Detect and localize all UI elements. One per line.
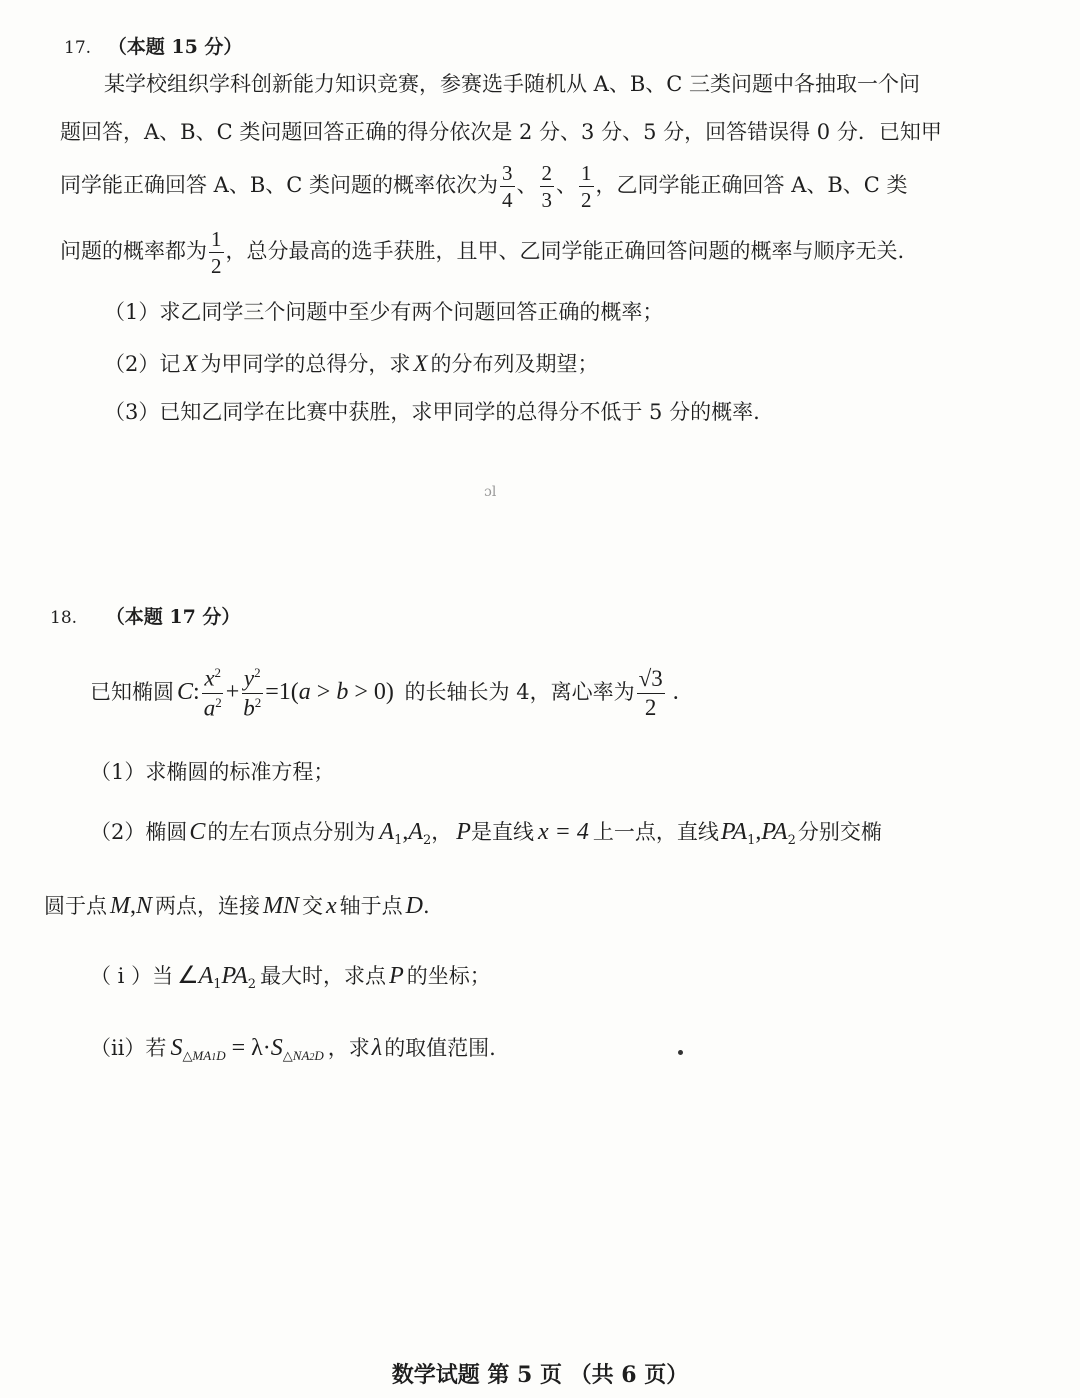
q18-part2-ii: （ii）若 $S_{\triangle MA1D} = \lambda\cdot S_{\triangle NA2D}$ ，求λ的取值范围. [90,1035,496,1064]
q17-part2: （2）记 X 为甲同学的总得分，求 X 的分布列及期望； [104,351,599,376]
q18-part2-i: （ i ）当 $\angle A_1PA_2$ 最大时，求点 P 的坐标； [90,963,491,993]
fraction-3-4: $\frac{3}{4}$ [502,161,513,213]
q18-part1: （1）求椭圆的标准方程； [90,760,335,784]
q17-line3: 同学能正确回答 A、B、C 类问题的概率依次为 $\frac{3}{4}$ 、 $\frac{2}{3}$ 、 $\frac{1}{2}$ ，乙同学能正确回答 A、B、C 类 [60,161,908,213]
q18-score: （本题 17 分） [105,606,241,628]
fraction-sqrt3-2: $\frac{√3}{2}$ [638,665,663,720]
q18-part2-line2: 圆于点 M,N 两点，连接 MN 交 x 轴于点 D. [44,893,430,919]
q18-number: 18. [50,608,78,628]
q17-line3-text: 同学能正确回答 A、B、C 类问题的概率依次为 [60,173,499,198]
q18-heading [50,606,240,627]
q17-line1: 某学校组织学科创新能力知识竞赛，参赛选手随机从 A、B、C 三类问题中各抽取一个问 [104,72,921,96]
fraction-1-2: $\frac{1}{2}$ [581,161,592,213]
ink-dot [678,1050,683,1055]
q18-part2-line1: （2）椭圆C的左右顶点分别为 $A_1,A_2$， P是直线 x = 4 上一点，直线$PA_1,PA_2$分别交椭 [90,819,882,849]
q17-line2: 题回答，A、B、C 类问题回答正确的得分依次是 2 分、3 分、5 分，回答错误得 0 分．已知甲 [60,120,942,144]
q17-line3-end: ，乙同学能正确回答 A、B、C 类 [595,173,908,198]
q17-number: 17. [64,38,92,58]
q18-line1: 已知椭圆 C: $\frac{x^2}{a^2}$ + $\frac{y^2}{b^2}$ =1(a > b > 0) 的长轴长为 4，离心率为 $\frac{√3}{2}$ . [90,665,679,721]
page-footer: 数学试题 第 5 页 （共 6 页） [391,1362,689,1388]
q17-score: （本题 15 分） [107,36,243,58]
stray-mark: ɔl [484,484,497,500]
fraction-half: $\frac{1}{2}$ [211,227,222,279]
fraction-x2-a2: $\frac{x^2}{a^2}$ [203,665,222,721]
q17-heading [64,36,242,57]
fraction-y2-b2: $\frac{y^2}{b^2}$ [243,665,262,721]
q17-part3: （3）已知乙同学在比赛中获胜，求甲同学的总得分不低于 5 分的概率. [104,400,760,424]
fraction-2-3: $\frac{2}{3}$ [541,161,553,213]
q17-line4: 问题的概率都为 $\frac{1}{2}$ ，总分最高的选手获胜，且甲、乙同学能正确回答问题的概率与顺序无关. [60,227,905,279]
q17-part1: （1）求乙同学三个问题中至少有两个问题回答正确的概率； [104,300,664,324]
